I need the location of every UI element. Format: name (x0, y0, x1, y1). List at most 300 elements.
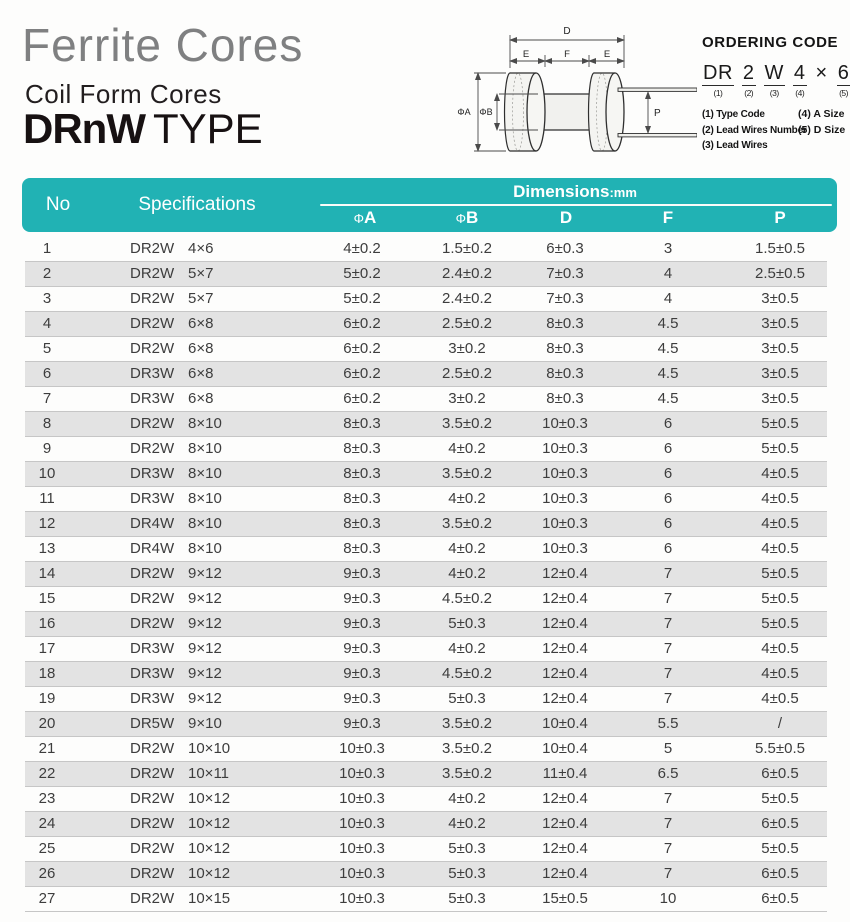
cell-no: 5 (42, 340, 52, 357)
cell-spec-size: 9×12 (188, 590, 222, 607)
cell-no: 15 (38, 590, 56, 607)
cell-f: 7 (663, 640, 673, 657)
legend-left: (3) Lead Wires (702, 140, 768, 151)
table-row (25, 337, 827, 362)
column-letter: F (662, 208, 674, 227)
table-header (22, 178, 837, 232)
cell-p: 4±0.5 (761, 540, 799, 557)
cell-d: 12±0.4 (542, 865, 588, 882)
cell-phi-a: 10±0.3 (339, 815, 385, 832)
cell-phi-a: 10±0.3 (339, 840, 385, 857)
cell-spec-size: 6×8 (188, 315, 214, 332)
cell-phi-b: 4±0.2 (448, 790, 486, 807)
cell-phi-b: 3.5±0.2 (442, 765, 492, 782)
table-row (25, 787, 827, 812)
cell-no: 23 (38, 790, 56, 807)
cell-spec-type: DR2W (130, 840, 175, 857)
cell-f: 6 (663, 515, 673, 532)
cell-phi-a: 9±0.3 (343, 640, 381, 657)
cell-d: 6±0.3 (546, 240, 584, 257)
cell-no: 17 (38, 640, 56, 657)
cell-f: 6 (663, 465, 673, 482)
dim-label-phi-b: ΦB (479, 107, 493, 117)
cell-phi-a: 10±0.3 (339, 790, 385, 807)
cell-p: 6±0.5 (761, 815, 799, 832)
legend-left: (2) Lead Wires Number (702, 124, 807, 136)
cell-phi-a: 9±0.3 (343, 715, 381, 732)
cell-no: 19 (38, 690, 56, 707)
cell-d: 12±0.4 (542, 790, 588, 807)
cell-spec-type: DR3W (130, 490, 175, 507)
cell-phi-b: 3.5±0.2 (442, 740, 492, 757)
table-row (25, 412, 827, 437)
cell-f: 5 (663, 740, 673, 757)
legend-row (702, 107, 848, 123)
cell-no: 26 (38, 865, 56, 882)
cell-f: 4.5 (657, 390, 679, 407)
table-row (25, 587, 827, 612)
cell-f: 3 (663, 240, 673, 257)
dim-label-f: F (564, 49, 570, 60)
cell-phi-a: 9±0.3 (343, 690, 381, 707)
cell-d: 15±0.5 (542, 890, 588, 907)
cell-spec-size: 6×8 (188, 365, 214, 382)
cell-phi-b: 4.5±0.2 (442, 665, 492, 682)
legend-row (702, 138, 848, 154)
cell-phi-b: 2.5±0.2 (442, 365, 492, 382)
cell-phi-b: 4±0.2 (448, 815, 486, 832)
cell-p: 6±0.5 (761, 765, 799, 782)
cell-f: 7 (663, 865, 673, 882)
cell-spec-size: 9×12 (188, 690, 222, 707)
table-row (25, 512, 827, 537)
cell-no: 6 (42, 365, 52, 382)
cell-spec-size: 9×12 (188, 565, 222, 582)
cell-f: 4 (663, 290, 673, 307)
cell-f: 7 (663, 790, 673, 807)
ordering-code-part (742, 62, 756, 98)
phi-symbol: Φ (455, 211, 467, 226)
cell-spec-size: 5×7 (188, 265, 214, 282)
cell-d: 12±0.4 (542, 665, 588, 682)
cell-f: 4.5 (657, 315, 679, 332)
sub-column-header (628, 205, 708, 231)
sub-header-row (22, 205, 837, 231)
ordering-code-panel (702, 34, 848, 154)
page-subtitle: Coil Form Cores (25, 79, 222, 109)
cell-d: 11±0.4 (542, 765, 588, 782)
cell-p: 5.5±0.5 (755, 740, 805, 757)
cell-spec-size: 10×12 (188, 865, 231, 882)
ordering-code-legend (702, 107, 848, 154)
cell-phi-a: 9±0.3 (343, 665, 381, 682)
cell-spec-type: DR3W (130, 690, 175, 707)
cell-d: 10±0.3 (542, 415, 588, 432)
series-suffix: TYPE (152, 105, 263, 152)
cell-phi-b: 4±0.2 (448, 640, 486, 657)
table-row (25, 662, 827, 687)
cell-f: 4.5 (657, 340, 679, 357)
cell-d: 10±0.4 (542, 740, 588, 757)
cell-f: 7 (663, 665, 673, 682)
column-letter: P (774, 208, 786, 227)
table-row (25, 462, 827, 487)
table-row (25, 362, 827, 387)
cell-spec-type: DR2W (130, 565, 175, 582)
cell-phi-b: 3.5±0.2 (442, 465, 492, 482)
cell-p: 1.5±0.5 (755, 240, 805, 257)
cell-phi-b: 3.5±0.2 (442, 415, 492, 432)
cell-spec-size: 8×10 (188, 415, 222, 432)
cell-spec-size: 8×10 (188, 540, 222, 557)
cell-phi-a: 6±0.2 (343, 315, 381, 332)
cell-phi-b: 3±0.2 (448, 340, 486, 357)
cell-d: 7±0.3 (546, 290, 584, 307)
table-row (25, 687, 827, 712)
cell-phi-b: 3.5±0.2 (442, 715, 492, 732)
cell-phi-b: 5±0.3 (448, 865, 486, 882)
cell-d: 10±0.4 (542, 715, 588, 732)
table-row (25, 562, 827, 587)
cell-spec-type: DR2W (130, 290, 175, 307)
ordering-code-char: 4 (793, 62, 806, 84)
ordering-code-part (793, 62, 807, 98)
ordering-code-part (815, 62, 829, 88)
cell-p: 3±0.5 (761, 365, 799, 382)
cell-spec-size: 10×12 (188, 815, 231, 832)
cell-spec-type: DR2W (130, 740, 175, 757)
cell-no: 9 (42, 440, 52, 457)
cell-spec-type: DR5W (130, 715, 175, 732)
cell-phi-b: 3±0.2 (448, 390, 486, 407)
cell-p: 2.5±0.5 (755, 265, 805, 282)
cell-spec-type: DR2W (130, 815, 175, 832)
ordering-code-index: (1) (713, 88, 723, 98)
cell-p: 3±0.5 (761, 390, 799, 407)
cell-phi-b: 4.5±0.2 (442, 590, 492, 607)
cell-spec-type: DR4W (130, 540, 175, 557)
column-letter: A (364, 208, 377, 227)
ordering-code-part (702, 62, 734, 98)
cell-no: 21 (38, 740, 56, 757)
cell-spec-size: 10×12 (188, 790, 231, 807)
cell-phi-a: 8±0.3 (343, 415, 381, 432)
cell-d: 12±0.4 (542, 690, 588, 707)
cell-p: 4±0.5 (761, 465, 799, 482)
cell-d: 10±0.3 (542, 440, 588, 457)
cell-spec-size: 9×12 (188, 615, 222, 632)
table-body (25, 237, 827, 912)
cell-f: 4 (663, 265, 673, 282)
cell-f: 6 (663, 490, 673, 507)
cell-spec-size: 10×11 (188, 765, 230, 782)
cell-spec-size: 5×7 (188, 290, 214, 307)
ordering-code-char: × (815, 62, 828, 84)
cell-p: 3±0.5 (761, 315, 799, 332)
cell-no: 10 (38, 465, 56, 482)
dim-label-d: D (563, 26, 571, 37)
cell-f: 5.5 (657, 715, 679, 732)
cell-no: 7 (42, 390, 52, 407)
cell-spec-type: DR2W (130, 865, 175, 882)
cell-no: 14 (38, 565, 56, 582)
cell-spec-type: DR2W (130, 590, 175, 607)
cell-spec-type: DR4W (130, 515, 175, 532)
cell-no: 8 (42, 415, 52, 432)
cell-phi-a: 10±0.3 (339, 865, 385, 882)
cell-spec-type: DR2W (130, 615, 175, 632)
table-row (25, 812, 827, 837)
cell-p: 5±0.5 (761, 590, 799, 607)
table-row (25, 737, 827, 762)
cell-phi-b: 2.4±0.2 (442, 265, 492, 282)
column-letter: D (559, 208, 573, 227)
ordering-code-title: ORDERING CODE (702, 34, 839, 51)
sub-column-header (427, 205, 507, 231)
cell-no: 27 (38, 890, 56, 907)
cell-phi-a: 10±0.3 (339, 740, 385, 757)
cell-no: 16 (38, 615, 56, 632)
cell-phi-a: 8±0.3 (343, 465, 381, 482)
cell-p: 5±0.5 (761, 440, 799, 457)
table-row (25, 612, 827, 637)
cell-spec-size: 9×10 (188, 715, 222, 732)
table-row (25, 862, 827, 887)
series-name: DRnW (23, 105, 145, 152)
cell-p: 5±0.5 (761, 565, 799, 582)
cell-d: 8±0.3 (546, 365, 584, 382)
cell-no: 3 (42, 290, 52, 307)
cell-p: 3±0.5 (761, 290, 799, 307)
cell-phi-a: 6±0.2 (343, 365, 381, 382)
cell-phi-a: 5±0.2 (343, 265, 381, 282)
cell-phi-a: 5±0.2 (343, 290, 381, 307)
cell-no: 11 (39, 490, 55, 507)
cell-spec-type: DR2W (130, 440, 175, 457)
cell-phi-a: 10±0.3 (339, 890, 385, 907)
cell-p: 5±0.5 (761, 615, 799, 632)
cell-spec-size: 4×6 (188, 240, 214, 257)
phi-symbol: Φ (353, 211, 365, 226)
cell-no: 1 (42, 240, 52, 257)
cell-phi-a: 8±0.3 (343, 540, 381, 557)
cell-f: 7 (663, 840, 673, 857)
cell-phi-b: 5±0.3 (448, 690, 486, 707)
cell-phi-b: 4±0.2 (448, 540, 486, 557)
cell-phi-b: 4±0.2 (448, 490, 486, 507)
cell-spec-type: DR2W (130, 890, 175, 907)
cell-p: 4±0.5 (761, 490, 799, 507)
coil-form-diagram (452, 18, 697, 168)
cell-spec-type: DR2W (130, 240, 175, 257)
table-row (25, 712, 827, 737)
cell-d: 10±0.3 (542, 540, 588, 557)
cell-spec-type: DR3W (130, 365, 175, 382)
cell-f: 7 (663, 690, 673, 707)
cell-f: 10 (659, 890, 677, 907)
cell-no: 12 (38, 515, 56, 532)
cell-d: 8±0.3 (546, 340, 584, 357)
dim-label-e-right: E (603, 49, 611, 60)
cell-spec-size: 10×15 (188, 890, 231, 907)
page-title: Ferrite Cores (22, 19, 304, 71)
core-cylinder (540, 94, 596, 130)
cell-phi-a: 6±0.2 (343, 340, 381, 357)
cell-no: 25 (38, 840, 56, 857)
cell-spec-size: 10×12 (188, 840, 231, 857)
cell-f: 7 (663, 815, 673, 832)
table-row (25, 637, 827, 662)
cell-phi-a: 8±0.3 (343, 490, 381, 507)
cell-phi-a: 8±0.3 (343, 515, 381, 532)
cell-no: 22 (38, 765, 56, 782)
column-letter: B (466, 208, 479, 227)
right-flange (589, 72, 625, 151)
table-row (25, 537, 827, 562)
cell-no: 24 (38, 815, 56, 832)
cell-no: 2 (42, 265, 52, 282)
cell-phi-b: 2.4±0.2 (442, 290, 492, 307)
cell-no: 20 (38, 715, 56, 732)
cell-d: 8±0.3 (546, 390, 584, 407)
cell-phi-b: 3.5±0.2 (442, 515, 492, 532)
cell-f: 6.5 (657, 765, 679, 782)
dim-label-p: P (654, 108, 661, 119)
cell-phi-a: 8±0.3 (343, 440, 381, 457)
dimensions-group-label: Dimensions (513, 182, 610, 201)
cell-phi-a: 4±0.2 (343, 240, 381, 257)
cell-spec-type: DR2W (130, 340, 175, 357)
col-header-specifications: Specifications (138, 194, 256, 215)
cell-spec-size: 6×8 (188, 390, 214, 407)
cell-d: 10±0.3 (542, 490, 588, 507)
sub-column-header (325, 205, 405, 231)
cell-spec-size: 9×12 (188, 640, 222, 657)
cell-spec-type: DR2W (130, 790, 175, 807)
cell-phi-b: 4±0.2 (448, 440, 486, 457)
ordering-code-index: (3) (769, 88, 779, 98)
table-row (25, 487, 827, 512)
cell-no: 13 (38, 540, 56, 557)
cell-phi-a: 10±0.3 (339, 765, 385, 782)
cell-p: 6±0.5 (761, 890, 799, 907)
cell-d: 12±0.4 (542, 615, 588, 632)
cell-p: 5±0.5 (761, 840, 799, 857)
col-header-no: No (45, 194, 71, 215)
cell-spec-size: 8×10 (188, 465, 222, 482)
cell-spec-size: 8×10 (188, 490, 222, 507)
table-row (25, 237, 827, 262)
series-title (23, 105, 263, 153)
ordering-code-string (702, 62, 848, 98)
cell-f: 6 (663, 540, 673, 557)
cell-no: 18 (38, 665, 56, 682)
cell-spec-type: DR2W (130, 415, 175, 432)
cell-spec-type: DR3W (130, 665, 175, 682)
cell-p: 3±0.5 (761, 340, 799, 357)
cell-spec-type: DR2W (130, 315, 175, 332)
ordering-code-index: (2) (744, 88, 754, 98)
cell-p: 5±0.5 (761, 790, 799, 807)
cell-f: 7 (663, 565, 673, 582)
cell-spec-size: 9×12 (188, 665, 222, 682)
col-group-dimensions (320, 179, 830, 204)
table-row (25, 387, 827, 412)
cell-phi-a: 6±0.2 (343, 390, 381, 407)
cell-d: 12±0.4 (542, 840, 588, 857)
left-flange (505, 72, 546, 151)
cell-spec-size: 10×10 (188, 740, 231, 757)
cell-f: 7 (663, 590, 673, 607)
cell-f: 6 (663, 440, 673, 457)
cell-d: 12±0.4 (542, 590, 588, 607)
dimensions-unit-label: :mm (609, 185, 637, 200)
legend-left: (1) Type Code (702, 109, 765, 120)
table-row (25, 762, 827, 787)
cell-no: 4 (42, 315, 52, 332)
legend-right: (4) A Size (798, 108, 845, 120)
ordering-code-part (764, 62, 785, 98)
table-row (25, 887, 827, 912)
cell-d: 8±0.3 (546, 315, 584, 332)
cell-p: 5±0.5 (761, 415, 799, 432)
cell-spec-type: DR2W (130, 765, 175, 782)
cell-p: 4±0.5 (761, 515, 799, 532)
table-row (25, 837, 827, 862)
cell-spec-type: DR3W (130, 640, 175, 657)
table-row (25, 262, 827, 287)
table-row (25, 312, 827, 337)
cell-phi-b: 5±0.3 (448, 840, 486, 857)
cell-p: 6±0.5 (761, 865, 799, 882)
cell-d: 12±0.4 (542, 640, 588, 657)
cell-f: 7 (663, 615, 673, 632)
cell-phi-b: 1.5±0.2 (442, 240, 492, 257)
sub-column-header (740, 205, 820, 231)
ordering-code-part (837, 62, 850, 98)
cell-phi-a: 9±0.3 (343, 565, 381, 582)
ordering-code-index: (4) (795, 88, 805, 98)
ordering-code-index: (5) (839, 88, 848, 98)
table-row (25, 437, 827, 462)
cell-d: 10±0.3 (542, 465, 588, 482)
cell-spec-type: DR3W (130, 465, 175, 482)
cell-f: 4.5 (657, 365, 679, 382)
cell-p: / (777, 715, 783, 732)
ordering-code-char: DR (703, 62, 733, 84)
dim-label-e-left: E (522, 49, 530, 60)
cell-spec-size: 6×8 (188, 340, 214, 357)
cell-d: 12±0.4 (542, 565, 588, 582)
cell-p: 4±0.5 (761, 665, 799, 682)
cell-phi-b: 4±0.2 (448, 565, 486, 582)
cell-d: 12±0.4 (542, 815, 588, 832)
cell-phi-b: 5±0.3 (448, 890, 486, 907)
cell-p: 4±0.5 (761, 640, 799, 657)
cell-p: 4±0.5 (761, 690, 799, 707)
cell-d: 7±0.3 (546, 265, 584, 282)
ordering-code-char: 6 (837, 62, 850, 84)
ordering-code-char: 2 (742, 62, 755, 84)
table-row (25, 287, 827, 312)
cell-phi-b: 5±0.3 (448, 615, 486, 632)
sub-column-header (526, 205, 606, 231)
cell-phi-a: 9±0.3 (343, 590, 381, 607)
legend-row (702, 123, 848, 139)
legend-right: (5) D Size (798, 123, 846, 136)
ordering-code-char: W (764, 62, 784, 84)
cell-spec-size: 8×10 (188, 515, 222, 532)
